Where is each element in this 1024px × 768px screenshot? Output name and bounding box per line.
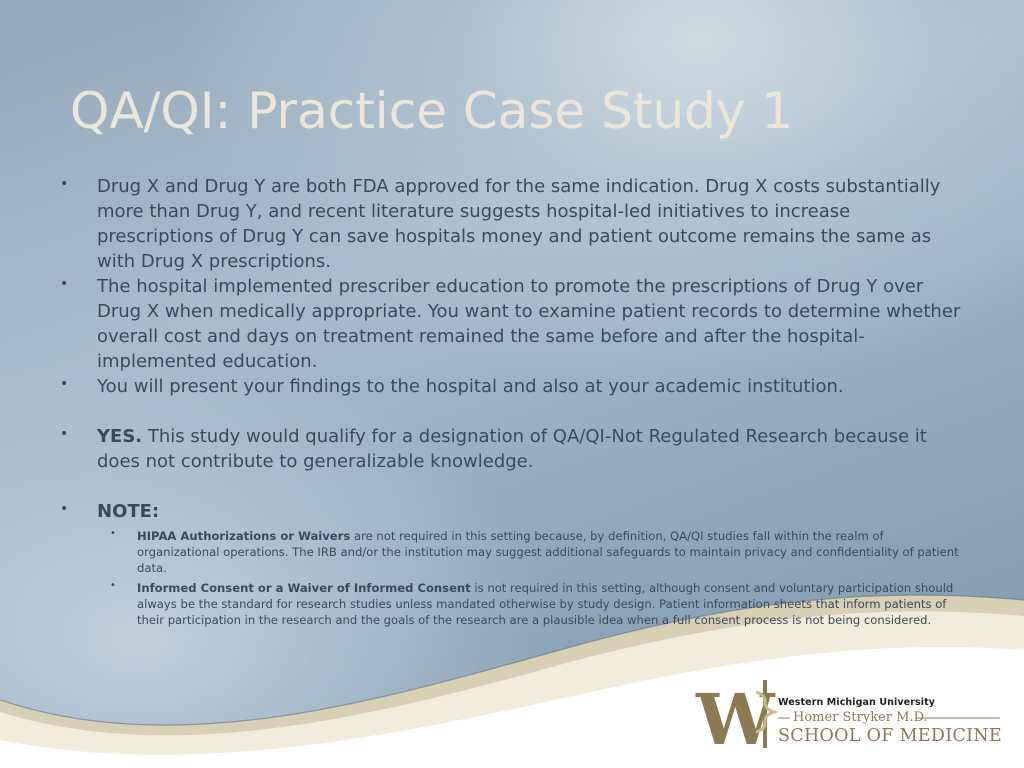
note-item-consent-label: Informed Consent or a Waiver of Informed Consent — [137, 581, 471, 595]
slide-title: QA/QI: Practice Case Study 1 — [70, 82, 794, 140]
svg-text:W: W — [696, 678, 775, 750]
note-item-consent — [60, 580, 965, 628]
logo-school-of-medicine: SCHOOL OF MEDICINE — [778, 726, 1002, 746]
slide-body — [60, 174, 965, 628]
bullet-note — [60, 499, 965, 524]
note-label: NOTE: — [97, 501, 160, 522]
note-item-hipaa-label: HIPAA Authorizations or Waivers — [137, 529, 351, 543]
answer-label: YES. — [97, 426, 143, 447]
note-item-consent-text: is not required in this setting, although consent and voluntary participation should always be the standard for research studies unless mandated otherwise by study design. Patient information sheets that inform patients of their participation in the research and the goals of the research are a plausible idea when a full consent process is not being considered. — [137, 581, 954, 627]
note-item-hipaa — [60, 528, 965, 576]
bullet-present-findings: • You will present your findings to the hospital and also at your academic institution. — [60, 374, 965, 399]
logo-homer-stryker: Homer Stryker M.D. — [793, 710, 928, 725]
answer-text: This study would qualify for a designation of QA/QI-Not Regulated Research because it does not contribute to generalizable knowledge. — [97, 426, 927, 472]
bullet-answer — [60, 424, 965, 474]
note-item-hipaa-text: are not required in this setting because, by definition, QA/QI studies fall within the realm of organizational operations. The IRB and/or the institution may suggest additional safeguards to maintain privacy and confidentiality of patient data. — [137, 529, 959, 575]
logo-university: Western Michigan University — [778, 697, 936, 708]
bullet-drug-comparison: • Drug X and Drug Y are both FDA approved for the same indication. Drug X costs substantially more than Drug Y, and recent literature suggests hospital-led initiatives to increase prescriptions of Drug Y can save hospitals money and patient outcome remains the same as with Drug X prescriptions. — [60, 174, 965, 274]
bullet-prescriber-education: • The hospital implemented prescriber education to promote the prescriptions of Drug Y over Drug X when medically appropriate. You want to examine patient records to determine whether overall cost and days on treatment remained the same before and after the hospital-implemented education. — [60, 274, 965, 374]
